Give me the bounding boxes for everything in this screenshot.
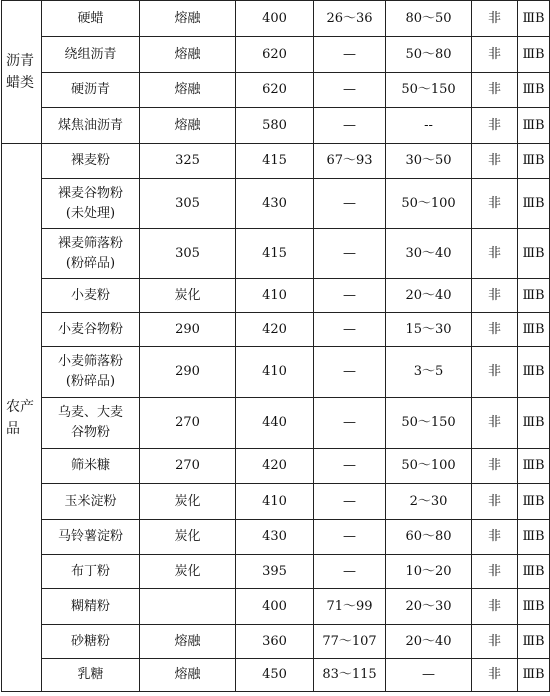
range-cell: 80～50 xyxy=(386,1,472,37)
class-b-cell: ⅢB xyxy=(518,589,550,625)
temp-b-cell: — xyxy=(314,449,386,484)
temp-b-cell: — xyxy=(314,398,386,449)
temp-a-cell: 440 xyxy=(236,398,314,449)
class-a-cell: 非 xyxy=(472,73,518,108)
state-cell: 270 xyxy=(140,398,236,449)
temp-b-cell: — xyxy=(314,73,386,108)
material-name-cell: 筛米糠 xyxy=(42,449,140,484)
temp-b-cell: — xyxy=(314,279,386,313)
class-a-cell: 非 xyxy=(472,279,518,313)
temp-a-cell: 450 xyxy=(236,659,314,692)
class-a-cell: 非 xyxy=(472,555,518,589)
range-cell: 50～100 xyxy=(386,179,472,229)
class-a-cell: 非 xyxy=(472,347,518,398)
table-row xyxy=(2,659,550,692)
class-a-cell: 非 xyxy=(472,37,518,73)
class-b-cell: ⅢB xyxy=(518,520,550,555)
table-row xyxy=(2,347,550,398)
range-cell: 20～40 xyxy=(386,279,472,313)
table-row xyxy=(2,449,550,484)
class-a-cell: 非 xyxy=(472,589,518,625)
material-name-cell: 玉米淀粉 xyxy=(42,484,140,520)
state-cell: 熔融 xyxy=(140,108,236,144)
material-name-cell: 小麦筛落粉 (粉碎品) xyxy=(42,347,140,398)
state-cell: 290 xyxy=(140,313,236,347)
material-name-cell: 小麦粉 xyxy=(42,279,140,313)
state-cell: 炭化 xyxy=(140,484,236,520)
table-row xyxy=(2,229,550,279)
temp-b-cell: — xyxy=(314,179,386,229)
temp-a-cell: 395 xyxy=(236,555,314,589)
range-cell: 20～40 xyxy=(386,625,472,659)
material-name-cell: 裸麦谷物粉 (未处理) xyxy=(42,179,140,229)
temp-b-cell: — xyxy=(314,555,386,589)
class-a-cell: 非 xyxy=(472,1,518,37)
class-b-cell: ⅢB xyxy=(518,1,550,37)
data-table xyxy=(1,0,550,692)
class-a-cell: 非 xyxy=(472,144,518,179)
range-cell: -- xyxy=(386,108,472,144)
state-cell: 炭化 xyxy=(140,555,236,589)
class-b-cell: ⅢB xyxy=(518,347,550,398)
class-a-cell: 非 xyxy=(472,520,518,555)
material-name-cell: 布丁粉 xyxy=(42,555,140,589)
temp-b-cell: 71～99 xyxy=(314,589,386,625)
range-cell: — xyxy=(386,659,472,692)
table-row xyxy=(2,555,550,589)
class-a-cell: 非 xyxy=(472,659,518,692)
class-a-cell: 非 xyxy=(472,108,518,144)
material-name-cell: 裸麦筛落粉 (粉碎品) xyxy=(42,229,140,279)
class-b-cell: ⅢB xyxy=(518,313,550,347)
temp-a-cell: 420 xyxy=(236,449,314,484)
temp-b-cell: — xyxy=(314,347,386,398)
table-row xyxy=(2,179,550,229)
class-a-cell: 非 xyxy=(472,229,518,279)
class-b-cell: ⅢB xyxy=(518,279,550,313)
temp-a-cell: 410 xyxy=(236,347,314,398)
class-a-cell: 非 xyxy=(472,625,518,659)
range-cell: 50～80 xyxy=(386,37,472,73)
class-b-cell: ⅢB xyxy=(518,625,550,659)
temp-a-cell: 430 xyxy=(236,520,314,555)
temp-b-cell: 67～93 xyxy=(314,144,386,179)
material-name-cell: 乌麦、大麦 谷物粉 xyxy=(42,398,140,449)
state-cell: 熔融 xyxy=(140,1,236,37)
range-cell: 30～50 xyxy=(386,144,472,179)
range-cell: 30～40 xyxy=(386,229,472,279)
class-a-cell: 非 xyxy=(472,313,518,347)
class-b-cell: ⅢB xyxy=(518,449,550,484)
temp-b-cell: 77～107 xyxy=(314,625,386,659)
category-cell: 农产 品 xyxy=(2,144,42,692)
material-name-cell: 糊精粉 xyxy=(42,589,140,625)
state-cell: 270 xyxy=(140,449,236,484)
table-row xyxy=(2,108,550,144)
state-cell: 290 xyxy=(140,347,236,398)
class-b-cell: ⅢB xyxy=(518,659,550,692)
state-cell xyxy=(140,589,236,625)
material-name-cell: 乳糖 xyxy=(42,659,140,692)
state-cell: 熔融 xyxy=(140,625,236,659)
temp-b-cell: — xyxy=(314,108,386,144)
temp-a-cell: 400 xyxy=(236,589,314,625)
table-row xyxy=(2,589,550,625)
temp-a-cell: 580 xyxy=(236,108,314,144)
state-cell: 熔融 xyxy=(140,73,236,108)
range-cell: 50～100 xyxy=(386,449,472,484)
temp-a-cell: 360 xyxy=(236,625,314,659)
state-cell: 325 xyxy=(140,144,236,179)
state-cell: 熔融 xyxy=(140,37,236,73)
temp-a-cell: 420 xyxy=(236,313,314,347)
material-name-cell: 小麦谷物粉 xyxy=(42,313,140,347)
class-b-cell: ⅢB xyxy=(518,555,550,589)
class-b-cell: ⅢB xyxy=(518,484,550,520)
class-a-cell: 非 xyxy=(472,179,518,229)
material-name-cell: 马铃薯淀粉 xyxy=(42,520,140,555)
material-name-cell: 绕组沥青 xyxy=(42,37,140,73)
table-row xyxy=(2,484,550,520)
range-cell: 2～30 xyxy=(386,484,472,520)
temp-a-cell: 415 xyxy=(236,229,314,279)
range-cell: 3～5 xyxy=(386,347,472,398)
material-name-cell: 砂糖粉 xyxy=(42,625,140,659)
table-row xyxy=(2,1,550,37)
temp-b-cell: — xyxy=(314,313,386,347)
class-b-cell: ⅢB xyxy=(518,144,550,179)
temp-a-cell: 415 xyxy=(236,144,314,179)
class-a-cell: 非 xyxy=(472,398,518,449)
class-b-cell: ⅢB xyxy=(518,398,550,449)
class-b-cell: ⅢB xyxy=(518,179,550,229)
material-name-cell: 煤焦油沥青 xyxy=(42,108,140,144)
table-row xyxy=(2,398,550,449)
temp-b-cell: — xyxy=(314,37,386,73)
class-b-cell: ⅢB xyxy=(518,73,550,108)
class-a-cell: 非 xyxy=(472,449,518,484)
state-cell: 305 xyxy=(140,229,236,279)
class-b-cell: ⅢB xyxy=(518,37,550,73)
temp-b-cell: — xyxy=(314,484,386,520)
class-b-cell: ⅢB xyxy=(518,108,550,144)
range-cell: 50～150 xyxy=(386,398,472,449)
range-cell: 50～150 xyxy=(386,73,472,108)
table-row xyxy=(2,73,550,108)
state-cell: 熔融 xyxy=(140,659,236,692)
table-row xyxy=(2,279,550,313)
temp-a-cell: 430 xyxy=(236,179,314,229)
temp-b-cell: 83～115 xyxy=(314,659,386,692)
temp-a-cell: 620 xyxy=(236,37,314,73)
state-cell: 炭化 xyxy=(140,520,236,555)
material-name-cell: 硬沥青 xyxy=(42,73,140,108)
category-cell: 沥青 蜡类 xyxy=(2,1,42,144)
table-row xyxy=(2,520,550,555)
table-row xyxy=(2,37,550,73)
temp-a-cell: 410 xyxy=(236,279,314,313)
state-cell: 305 xyxy=(140,179,236,229)
temp-b-cell: 26～36 xyxy=(314,1,386,37)
material-name-cell: 裸麦粉 xyxy=(42,144,140,179)
class-a-cell: 非 xyxy=(472,484,518,520)
temp-a-cell: 410 xyxy=(236,484,314,520)
temp-a-cell: 620 xyxy=(236,73,314,108)
temp-b-cell: — xyxy=(314,520,386,555)
range-cell: 60～80 xyxy=(386,520,472,555)
state-cell: 炭化 xyxy=(140,279,236,313)
range-cell: 20～30 xyxy=(386,589,472,625)
table-row xyxy=(2,313,550,347)
range-cell: 10～20 xyxy=(386,555,472,589)
class-b-cell: ⅢB xyxy=(518,229,550,279)
temp-b-cell: — xyxy=(314,229,386,279)
temp-a-cell: 400 xyxy=(236,1,314,37)
range-cell: 15～30 xyxy=(386,313,472,347)
table-row xyxy=(2,144,550,179)
material-name-cell: 硬蜡 xyxy=(42,1,140,37)
table-row xyxy=(2,625,550,659)
